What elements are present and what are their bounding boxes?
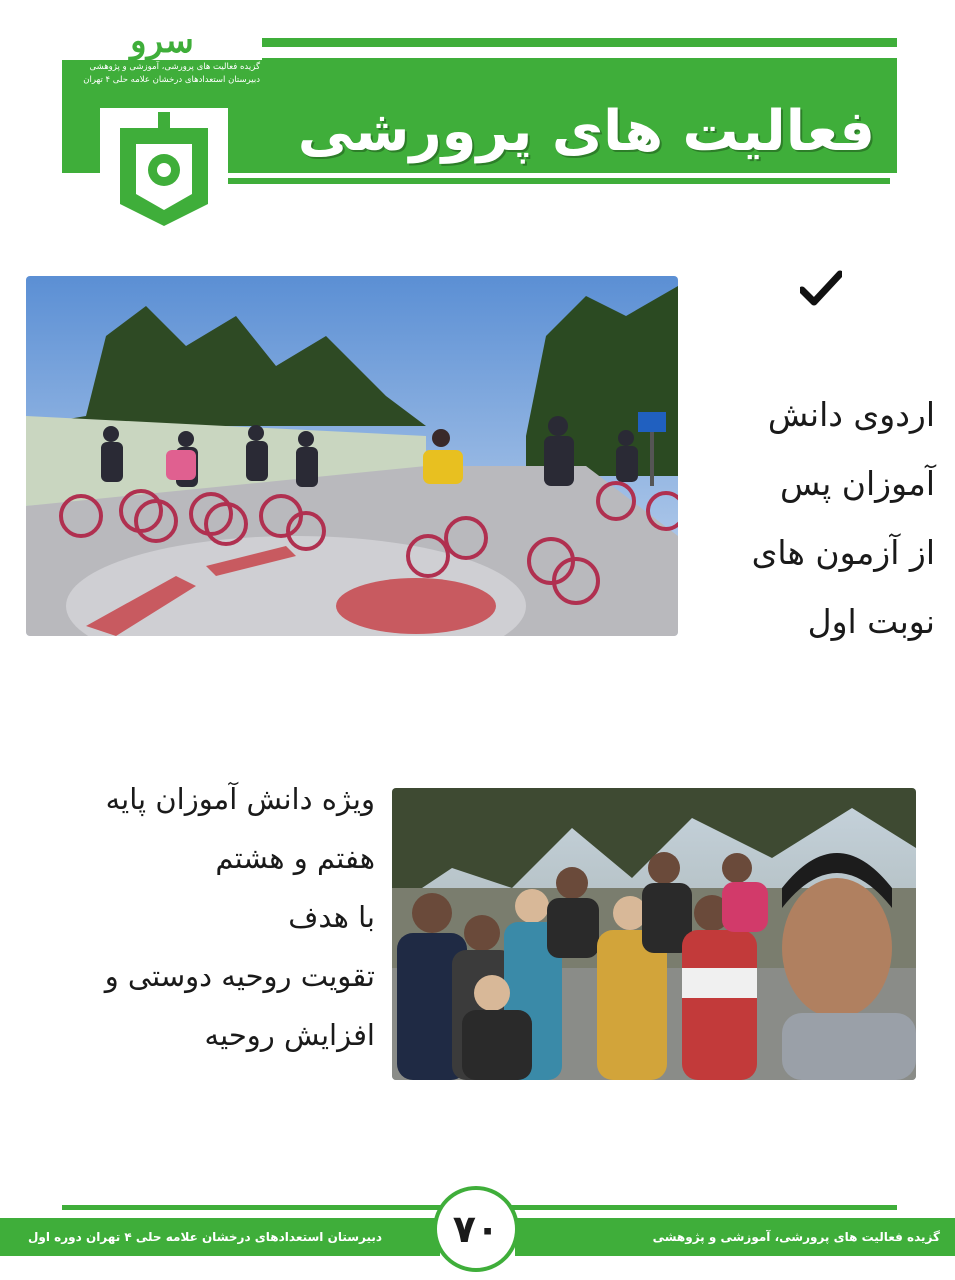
cycling-photo <box>26 276 678 636</box>
header-bottom-rule <box>195 178 890 184</box>
caption-line: از آزمون های <box>751 533 935 572</box>
brand-subtitle-1: گزیده فعالیت های پرورشی، آموزشی و پژوهشی <box>89 62 260 72</box>
caption-purpose <box>45 770 375 1065</box>
group-selfie-photo <box>392 788 916 1080</box>
school-emblem-icon <box>100 108 228 236</box>
page-number: ۷۰ <box>452 1207 500 1251</box>
caption-line: ویژه دانش آموزان پایه <box>105 782 375 816</box>
brand-logo-text: سرو <box>62 22 262 60</box>
caption-line: افزایش روحیه <box>204 1018 375 1052</box>
checkmark-icon <box>800 270 842 308</box>
caption-line: آموزان پس <box>780 464 935 503</box>
brand-subtitle-2: دبیرستان استعدادهای درخشان علامه حلی ۴ تهران <box>83 75 260 85</box>
caption-line: نوبت اول <box>807 602 935 641</box>
footer-school-name: دبیرستان استعدادهای درخشان علامه حلی ۴ تهران دوره اول <box>28 1230 383 1244</box>
caption-camp <box>700 380 935 656</box>
caption-line: اردوی دانش <box>767 395 935 434</box>
section-title: فعالیت های پرورشی <box>297 99 875 164</box>
footer-publication-title: گزیده فعالیت های پرورشی، آموزشی و پژوهشی <box>652 1230 940 1244</box>
caption-line: با هدف <box>288 900 375 934</box>
caption-line: تقویت روحیه دوستی و <box>104 959 375 993</box>
caption-line: هفتم و هشتم <box>215 841 375 875</box>
